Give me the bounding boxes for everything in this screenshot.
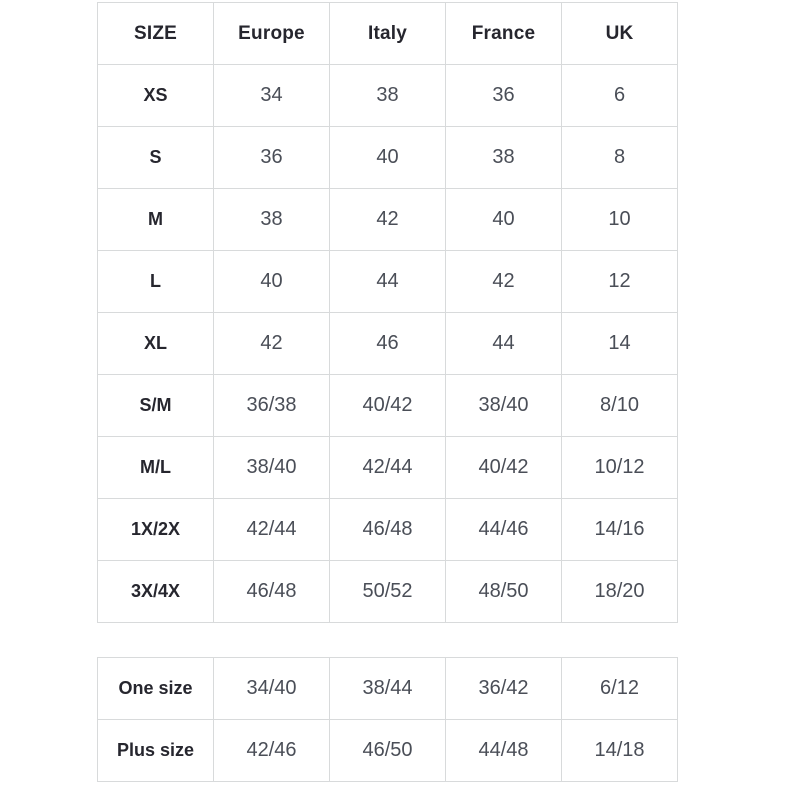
value-cell: 42/46 xyxy=(214,720,330,782)
table-row xyxy=(98,65,678,127)
value-cell: 38 xyxy=(330,65,446,127)
value-cell: 6 xyxy=(562,65,678,127)
value-cell: 42/44 xyxy=(214,499,330,561)
value-cell: 14/16 xyxy=(562,499,678,561)
special-size-table-body xyxy=(98,658,678,782)
value-cell: 8 xyxy=(562,127,678,189)
value-cell: 34 xyxy=(214,65,330,127)
column-header: UK xyxy=(562,3,678,65)
size-label-cell: L xyxy=(98,251,214,313)
value-cell: 40 xyxy=(446,189,562,251)
value-cell: 6/12 xyxy=(562,658,678,720)
value-cell: 14/18 xyxy=(562,720,678,782)
value-cell: 38/44 xyxy=(330,658,446,720)
table-row xyxy=(98,313,678,375)
value-cell: 36/42 xyxy=(446,658,562,720)
size-label-cell: S xyxy=(98,127,214,189)
value-cell: 36/38 xyxy=(214,375,330,437)
value-cell: 36 xyxy=(214,127,330,189)
column-header: Europe xyxy=(214,3,330,65)
value-cell: 38 xyxy=(214,189,330,251)
table-row xyxy=(98,251,678,313)
value-cell: 40/42 xyxy=(446,437,562,499)
value-cell: 8/10 xyxy=(562,375,678,437)
value-cell: 44 xyxy=(446,313,562,375)
size-label-cell: 3X/4X xyxy=(98,561,214,623)
table-row xyxy=(98,437,678,499)
value-cell: 40 xyxy=(330,127,446,189)
value-cell: 46/48 xyxy=(330,499,446,561)
table-row xyxy=(98,720,678,782)
table-row xyxy=(98,658,678,720)
value-cell: 36 xyxy=(446,65,562,127)
table-row xyxy=(98,375,678,437)
table-row xyxy=(98,189,678,251)
value-cell: 46/48 xyxy=(214,561,330,623)
value-cell: 14 xyxy=(562,313,678,375)
size-label-cell: S/M xyxy=(98,375,214,437)
table-row xyxy=(98,127,678,189)
table-row xyxy=(98,561,678,623)
value-cell: 42 xyxy=(330,189,446,251)
size-label-cell: M xyxy=(98,189,214,251)
value-cell: 42 xyxy=(446,251,562,313)
size-label-cell: M/L xyxy=(98,437,214,499)
special-size-table xyxy=(97,657,678,782)
value-cell: 44 xyxy=(330,251,446,313)
value-cell: 50/52 xyxy=(330,561,446,623)
size-label-cell: 1X/2X xyxy=(98,499,214,561)
size-conversion-table xyxy=(97,2,678,623)
table-row xyxy=(98,499,678,561)
column-header: France xyxy=(446,3,562,65)
value-cell: 48/50 xyxy=(446,561,562,623)
value-cell: 10 xyxy=(562,189,678,251)
size-label-cell: XS xyxy=(98,65,214,127)
value-cell: 46/50 xyxy=(330,720,446,782)
value-cell: 46 xyxy=(330,313,446,375)
size-label-cell: One size xyxy=(98,658,214,720)
value-cell: 38 xyxy=(446,127,562,189)
value-cell: 38/40 xyxy=(446,375,562,437)
value-cell: 12 xyxy=(562,251,678,313)
header-row xyxy=(98,3,678,65)
size-table-body xyxy=(98,65,678,623)
value-cell: 40/42 xyxy=(330,375,446,437)
value-cell: 38/40 xyxy=(214,437,330,499)
size-label-cell: Plus size xyxy=(98,720,214,782)
size-label-cell: XL xyxy=(98,313,214,375)
column-header: Italy xyxy=(330,3,446,65)
value-cell: 42/44 xyxy=(330,437,446,499)
value-cell: 40 xyxy=(214,251,330,313)
value-cell: 42 xyxy=(214,313,330,375)
column-header: SIZE xyxy=(98,3,214,65)
value-cell: 34/40 xyxy=(214,658,330,720)
value-cell: 10/12 xyxy=(562,437,678,499)
value-cell: 44/46 xyxy=(446,499,562,561)
value-cell: 44/48 xyxy=(446,720,562,782)
value-cell: 18/20 xyxy=(562,561,678,623)
